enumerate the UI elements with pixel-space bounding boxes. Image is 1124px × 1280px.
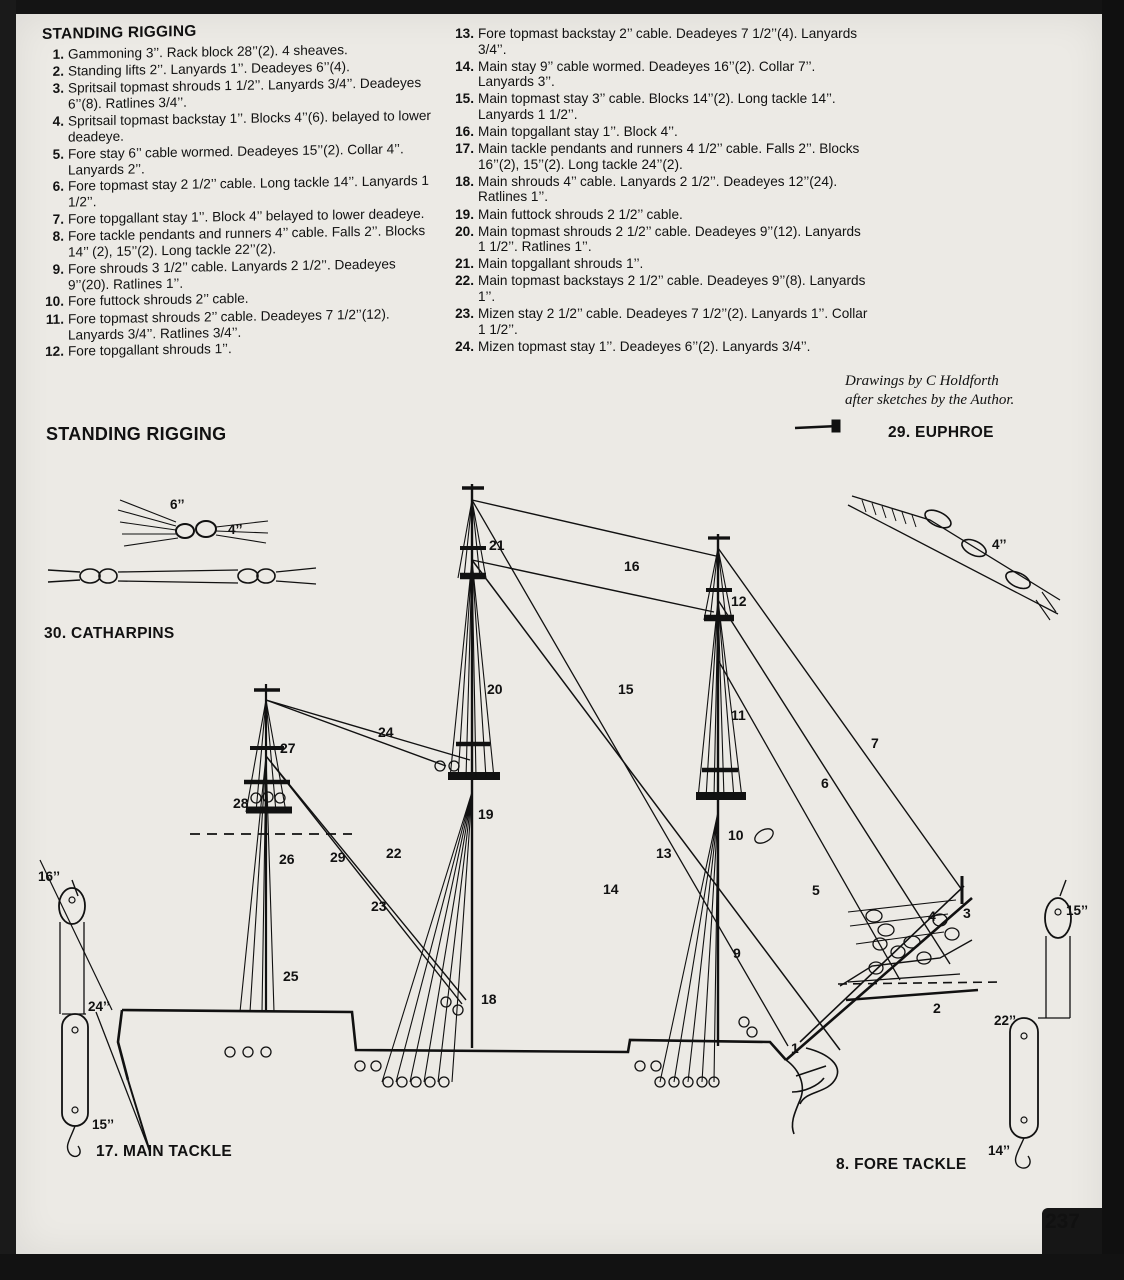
diagram-ref-number-16: 13	[656, 845, 672, 861]
rigging-item-number: 11.	[45, 311, 64, 327]
diagram-ref-number-4: 15	[618, 681, 634, 697]
rigging-item-number: 8.	[52, 228, 64, 244]
rigging-item-text: Fore topgallant shrouds 1’’.	[68, 341, 232, 359]
diagram-ref-number-24: 2	[933, 1000, 941, 1016]
rigging-item-text: Main stay 9’’ cable wormed. Deadeyes 16’’(2). Collar 7’’. Lanyards 3’’.	[478, 58, 816, 90]
rigging-list-item	[42, 173, 437, 210]
diagram-ref-number-8: 24	[378, 724, 394, 740]
rigging-list-item	[452, 59, 872, 90]
diagram-size-label-5: 24’’	[88, 999, 111, 1014]
rigging-item-text: Main shrouds 4’’ cable. Lanyards 2 1/2’’. Deadeyes 12’’(24). Ratlines 1’’.	[478, 173, 838, 205]
rigging-list-right	[452, 26, 872, 354]
rigging-item-number: 17.	[455, 141, 474, 157]
rigging-list-item	[452, 306, 872, 337]
diagram-ref-number-6: 7	[871, 735, 879, 751]
rigging-list-item	[452, 273, 872, 304]
rigging-list-item	[452, 91, 872, 122]
diagram-ref-number-12: 10	[728, 827, 744, 843]
diagram-ref-number-3: 20	[487, 681, 503, 697]
rigging-list-item	[452, 339, 872, 355]
rigging-item-text: Main topmast shrouds 2 1/2’’ cable. Deadeyes 9’’(12). Lanyards 1 1/2’’. Ratlines 1’’.	[478, 223, 861, 255]
diagram-size-label-8: 14’’	[988, 1143, 1011, 1158]
rigging-item-text: Main topgallant shrouds 1’’.	[478, 256, 644, 272]
diagram-caption-fore-tackle: 8. FORE TACKLE	[836, 1156, 967, 1173]
rigging-list-item	[42, 108, 437, 145]
rigging-item-number: 2.	[52, 63, 64, 79]
diagram-ref-number-2: 12	[731, 593, 747, 609]
rigging-item-number: 16.	[455, 124, 474, 140]
rigging-item-text: Gammoning 3’’. Rack block 28’’(2). 4 sheaves.	[68, 42, 348, 62]
rigging-item-number: 23.	[455, 306, 474, 322]
diagram-ref-number-5: 11	[731, 707, 746, 723]
rigging-item-number: 9.	[52, 261, 64, 277]
diagram-size-label-1: 4’’	[228, 522, 243, 537]
rigging-list-item	[42, 140, 437, 177]
page-number: 237	[1044, 1210, 1080, 1233]
rigging-item-number: 18.	[455, 173, 474, 189]
diagram-size-label-4: 15’’	[1066, 903, 1089, 918]
diagram-ref-number-15: 22	[386, 845, 402, 861]
credit-line-1: Drawings by C Holdforth	[845, 373, 999, 389]
rigging-list-item	[452, 124, 872, 140]
diagram-ref-number-25: 18	[481, 991, 497, 1007]
rigging-list-item	[42, 305, 437, 342]
rigging-item-number: 6.	[52, 178, 64, 195]
rigging-item-text: Main topmast backstays 2 1/2’’ cable. Deadeyes 9’’(8). Lanyards 1’’.	[478, 273, 866, 304]
rigging-list-left	[42, 42, 437, 360]
page-edge-left	[0, 0, 16, 1280]
rigging-list-item	[452, 174, 872, 205]
diagram-ref-number-14: 29	[330, 849, 346, 865]
rigging-item-text: Fore tackle pendants and runners 4’’ cable. Falls 2’’. Blocks 14’’ (2), 15’’(2). Long tackle 22’’(2).	[68, 223, 426, 260]
rigging-item-text: Fore topmast backstay 2’’ cable. Deadeyes 7 1/2’’(4). Lanyards 3/4’’.	[478, 26, 858, 57]
page-edge-right	[1102, 0, 1124, 1280]
diagram-ref-number-23: 25	[283, 968, 299, 984]
diagram-caption-catharpins: 30. CATHARPINS	[44, 625, 175, 642]
rigging-item-number: 19.	[455, 206, 474, 222]
rigging-list-left-column	[42, 22, 437, 361]
diagram-caption-euphroe: 29. EUPHROE	[888, 424, 994, 441]
diagram-size-label-6: 22’’	[994, 1013, 1017, 1028]
diagram-ref-number-20: 4	[928, 908, 936, 924]
rigging-item-text: Main futtock shrouds 2 1/2’’ cable.	[478, 206, 683, 222]
rigging-item-text: Fore futtock shrouds 2’’ cable.	[68, 291, 249, 309]
diagram-ref-number-7: 27	[280, 740, 296, 756]
rigging-list-item	[452, 26, 872, 57]
rigging-item-number: 14.	[455, 58, 474, 74]
rigging-item-number: 10.	[45, 294, 64, 310]
rigging-item-number: 1.	[52, 46, 64, 62]
diagram-ref-number-26: 1	[791, 1040, 799, 1056]
rigging-item-text: Fore topmast stay 2 1/2’’ cable. Long tackle 14’’. Lanyards 1 1/2’’.	[68, 173, 429, 210]
rigging-list-item	[452, 141, 872, 172]
rigging-list-item	[452, 224, 872, 255]
rigging-item-number: 7.	[52, 211, 64, 227]
list-heading: STANDING RIGGING	[42, 22, 197, 43]
diagram-size-label-2: 4’’	[992, 537, 1007, 552]
rigging-item-number: 13.	[455, 26, 474, 41]
rigging-item-number: 24.	[455, 338, 474, 354]
rigging-lists	[42, 22, 872, 416]
rigging-item-number: 4.	[52, 113, 64, 129]
credit-line-2: after sketches by the Author.	[845, 392, 1015, 408]
rigging-item-number: 3.	[52, 80, 64, 97]
rigging-item-text: Standing lifts 2’’. Lanyards 1’’. Deadeyes 6’’(4).	[68, 59, 350, 79]
rigging-item-text: Main topgallant stay 1’’. Block 4’’.	[478, 124, 678, 140]
rigging-item-text: Main topmast stay 3’’ cable. Blocks 14’’(2). Long tackle 14’’. Lanyards 1 1/2’’.	[478, 91, 836, 122]
diagram-ref-number-22: 9	[733, 945, 741, 961]
rigging-item-number: 12.	[45, 343, 64, 360]
diagram-ref-number-17: 5	[812, 882, 820, 898]
rigging-list-item	[42, 256, 437, 293]
diagram-ref-number-1: 16	[624, 558, 640, 574]
diagram-section-title: STANDING RIGGING	[46, 424, 227, 444]
rigging-item-text: Mizen topmast stay 1’’. Deadeyes 6’’(2). Lanyards 3/4’’.	[478, 338, 811, 354]
diagram-size-label-0: 6’’	[170, 497, 185, 512]
diagram-ref-number-21: 3	[963, 905, 971, 921]
rigging-list-right-column	[452, 26, 872, 356]
diagram-ref-number-0: 21	[489, 537, 505, 553]
rigging-list-item	[452, 256, 872, 272]
diagram-ref-number-19: 14	[603, 881, 619, 897]
diagram-size-label-7: 15’’	[92, 1117, 115, 1132]
rigging-list-item	[42, 223, 437, 260]
rigging-item-number: 5.	[52, 146, 64, 162]
drawing-credit	[845, 372, 1085, 410]
diagram-ref-number-18: 23	[371, 898, 387, 914]
diagram-size-label-3: 16’’	[38, 869, 61, 884]
rigging-item-text: Fore stay 6’’ cable wormed. Deadeyes 15’’(2). Collar 4’’. Lanyards 2’’.	[68, 140, 404, 177]
rigging-item-text: Main tackle pendants and runners 4 1/2’’ cable. Falls 2’’. Blocks 16’’(2), 15’’(2). Long tackle 24’’(2).	[478, 141, 860, 172]
diagram-ref-number-9: 6	[821, 775, 829, 791]
rigging-item-number: 21.	[455, 256, 474, 272]
rigging-list-item	[42, 75, 437, 112]
rigging-item-number: 20.	[455, 223, 474, 239]
rigging-item-text: Spritsail topmast shrouds 1 1/2’’. Lanyards 3/4’’. Deadeyes 6’’(8). Ratlines 3/4’’.	[68, 75, 422, 112]
rigging-item-text: Fore topgallant stay 1’’. Block 4’’ belayed to lower deadeye.	[68, 205, 425, 227]
diagram-ref-number-10: 28	[233, 795, 249, 811]
diagram-caption-main-tackle: 17. MAIN TACKLE	[96, 1143, 232, 1160]
rigging-item-text: Fore shrouds 3 1/2’’ cable. Lanyards 2 1/2’’. Deadeyes 9’’(20). Ratlines 1’’.	[68, 256, 396, 292]
rigging-item-text: Fore topmast shrouds 2’’ cable. Deadeyes 7 1/2’’(12). Lanyards 3/4’’. Ratlines 3/4’’.	[68, 306, 390, 342]
rigging-item-number: 15.	[455, 91, 474, 107]
rigging-item-text: Spritsail topmast backstay 1’’. Blocks 4’’(6). belayed to lower deadeye.	[68, 107, 431, 145]
rigging-item-number: 22.	[455, 273, 474, 289]
page-edge-bottom	[0, 1254, 1124, 1280]
rigging-list-item	[452, 207, 872, 223]
diagram-ref-number-11: 19	[478, 806, 494, 822]
page-edge-top	[0, 0, 1124, 14]
diagram-ref-number-13: 26	[279, 851, 295, 867]
rigging-item-text: Mizen stay 2 1/2’’ cable. Deadeyes 7 1/2’’(2). Lanyards 1’’. Collar 1 1/2’’.	[478, 306, 868, 337]
